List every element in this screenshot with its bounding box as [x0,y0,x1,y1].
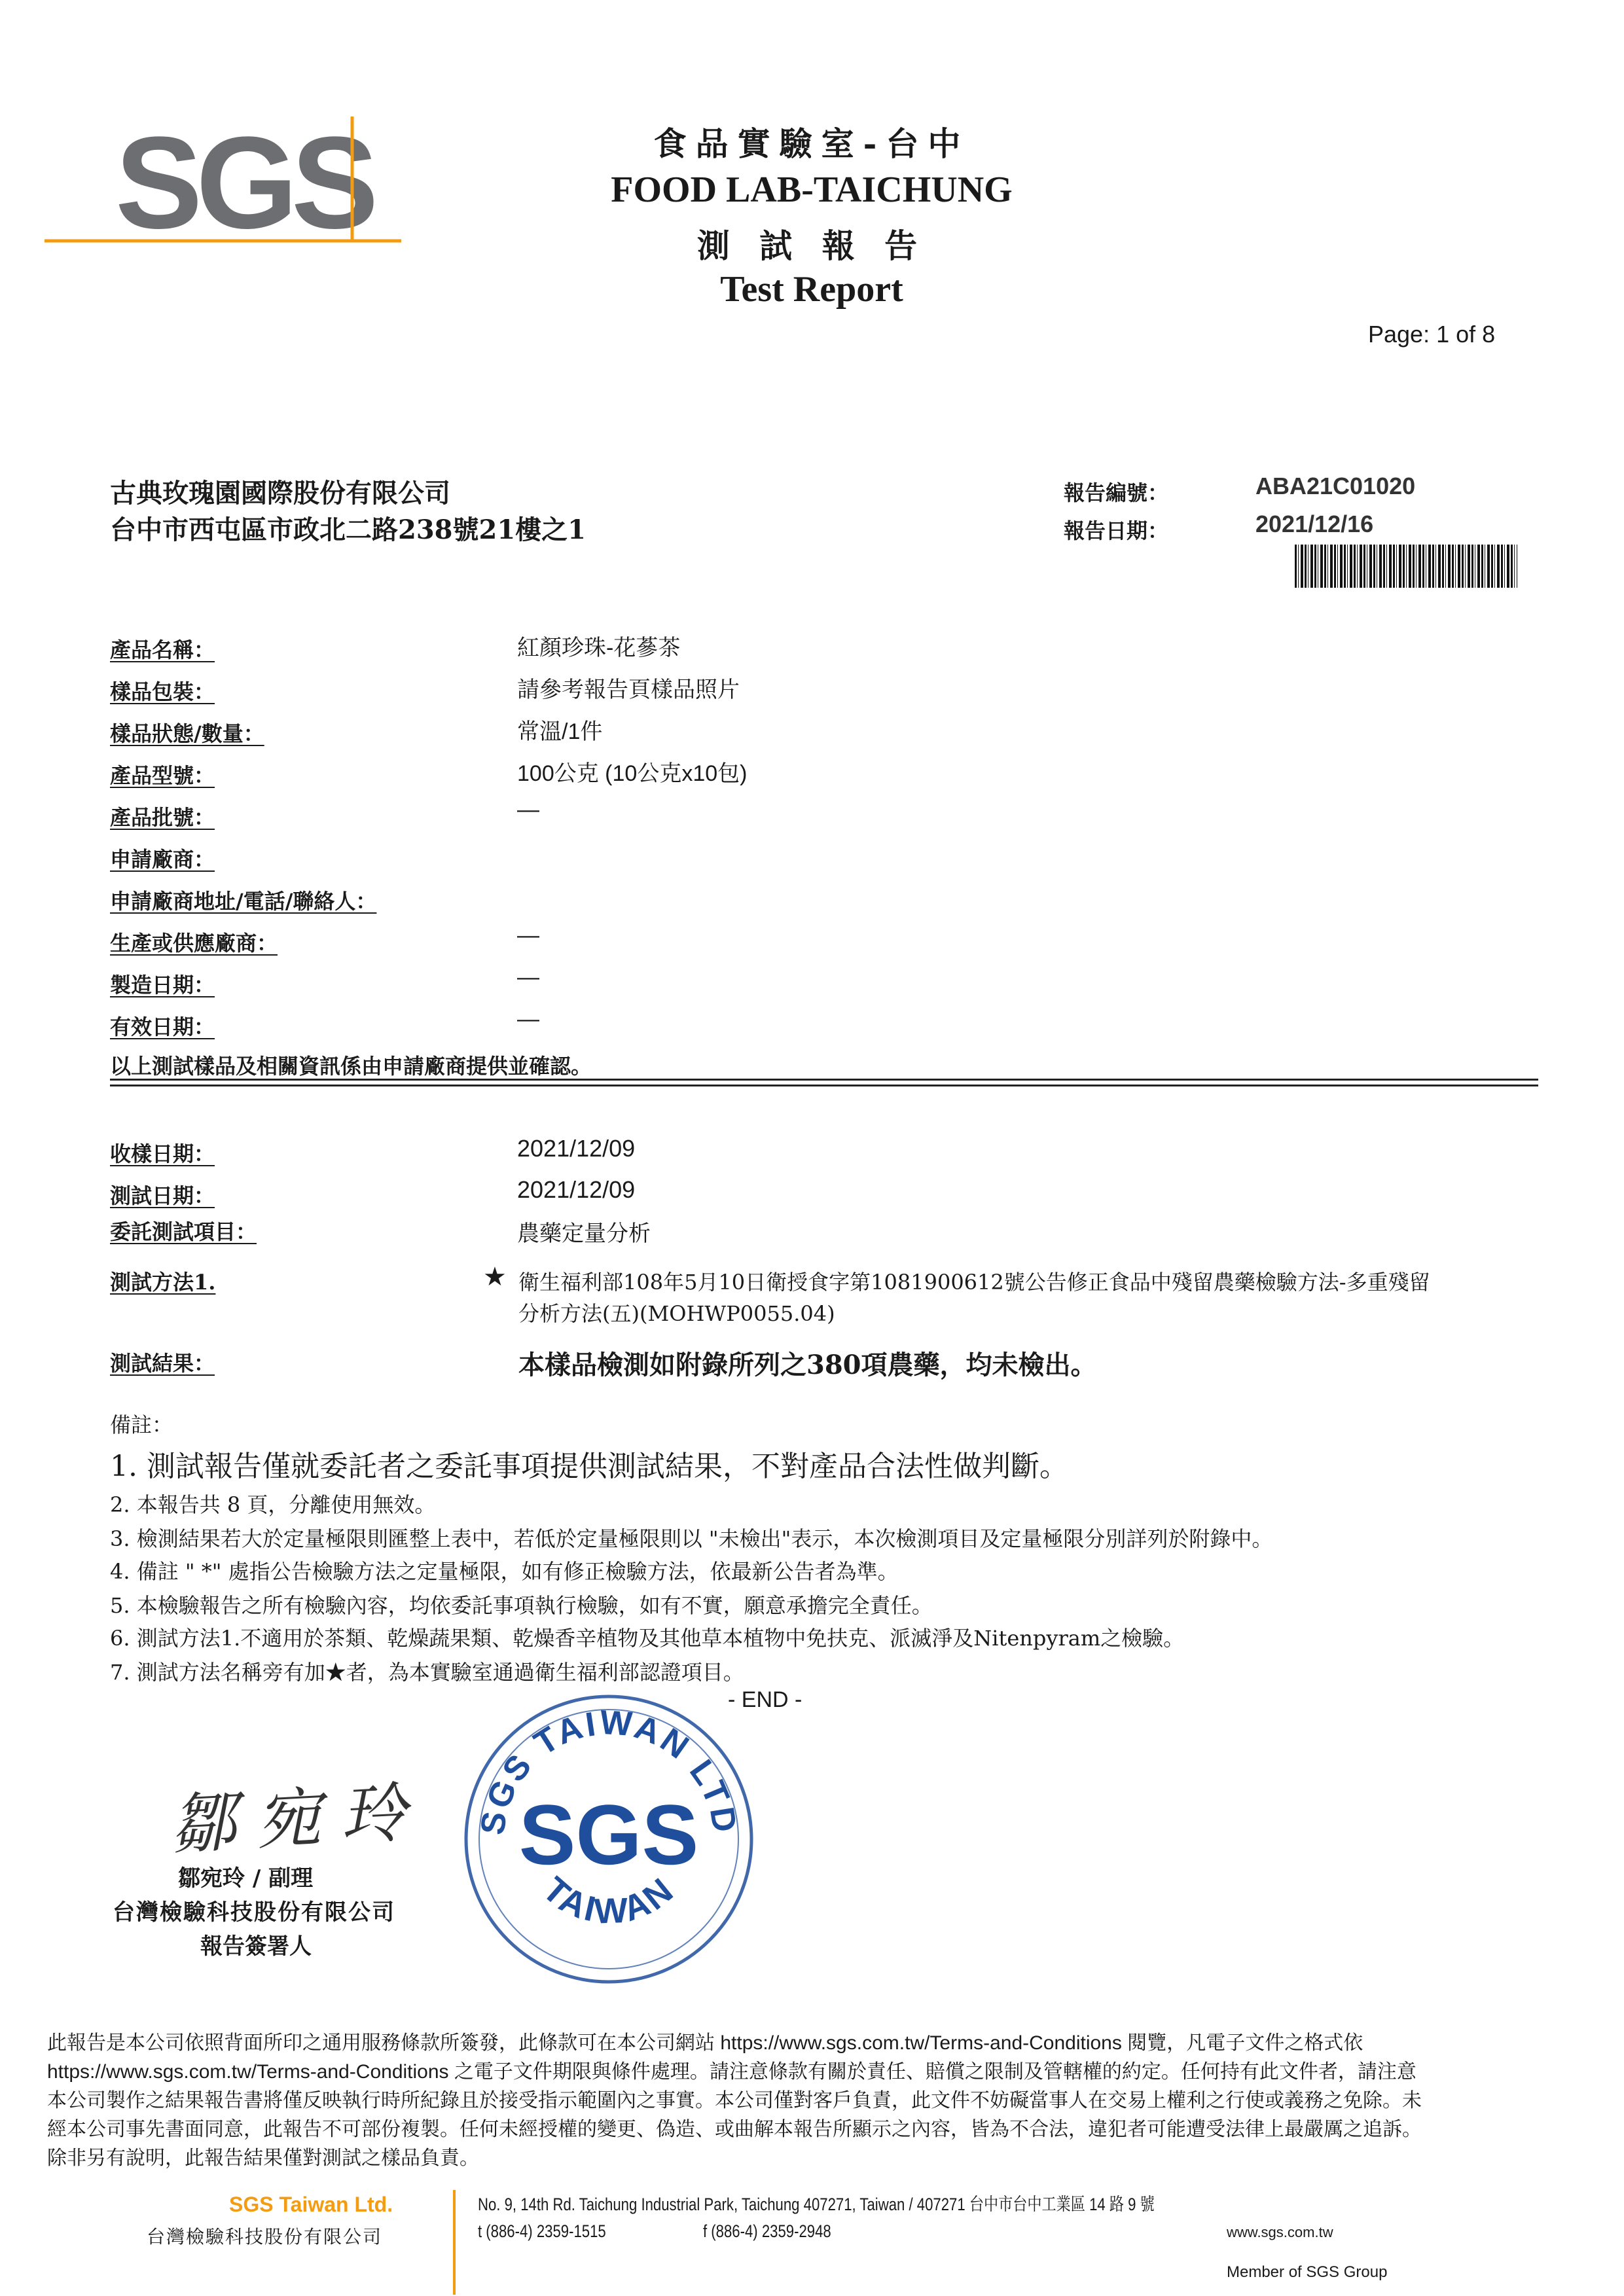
sample-field-label: 申請廠商地址/電話/聯絡人： [110,889,377,914]
remark-item-3: 3. 檢測結果若大於定量極限則匯整上表中，若低於定量極限則以 "未檢出"表示，本次檢測項目及定量極限分別詳列於附錄中。 [110,1526,1273,1551]
test-method-label: 測試方法1. [110,1270,216,1295]
test-method-line2: 分析方法(五)(MOHWP0055.04) [518,1301,835,1326]
sample-field-label: 樣品狀態/數量： [110,721,264,746]
sgs-logo-graphic [45,117,411,247]
footer-company-en: SGS Taiwan Ltd. [229,2193,393,2216]
footer-fax: f (886-4) 2359-2948 [703,2221,831,2241]
signer-role: 報告簽署人 [200,1933,312,1960]
test-result: 本樣品檢測如附錄所列之380項農藥，均未檢出。 [518,1350,1097,1380]
page-number: Page: 1 of 8 [1368,321,1496,348]
sample-field-value: 100公克 (10公克x10包) [517,761,748,786]
sgs-seal [458,1689,759,1990]
end-marker: - END - [728,1687,803,1712]
svg-text:SGS: SGS [115,117,372,247]
footer-vertical-rule [453,2190,456,2295]
received-date: 2021/12/09 [517,1135,636,1162]
signer-company: 台灣檢驗科技股份有限公司 [113,1899,395,1926]
sample-field-label: 生產或供應廠商： [110,931,278,956]
report-date-label: 報告日期： [1064,518,1169,543]
sample-field-value: — [517,797,539,822]
footer-website[interactable]: www.sgs.com.tw [1227,2224,1333,2240]
report-number-label: 報告編號： [1064,480,1169,505]
report-number: ABA21C01020 [1255,473,1416,499]
seal-bottom-text: TAIWAN [535,1869,683,1931]
test-date: 2021/12/09 [517,1176,636,1203]
signer-name-title: 鄒宛玲 / 副理 [178,1865,314,1892]
test-method-line1: 衛生福利部108年5月10日衛授食字第1081900612號公告修正食品中殘留農藥檢驗方法-多重殘留 [518,1270,1430,1295]
sample-field-label: 產品型號： [110,763,215,788]
sgs-logo [45,117,411,247]
test-result-label: 測試結果： [110,1351,215,1376]
test-item: 農藥定量分析 [517,1221,651,1247]
header-cn-title: 食品實驗室-台中 [653,124,970,163]
remark-item-4: 4. 備註 " *" 處指公告檢驗方法之定量極限，如有修正檢驗方法，依最新公告者為準。 [110,1559,899,1584]
remark-item-2: 2. 本報告共 8 頁，分離使用無效。 [110,1492,436,1517]
disclaimer-line-3: 本公司製作之結果報告書將僅反映執行時所紀錄且於接受指示範圍內之事實。本公司僅對客戶負責，此文件不妨礙當事人在交易上權利之行使或義務之免除。未 [47,2090,1422,2111]
sample-field-value: 請參考報告頁樣品照片 [517,677,740,702]
remark-item-7: 7. 測試方法名稱旁有加★者，為本實驗室通過衛生福利部認證項目。 [110,1660,744,1685]
footer-address: No. 9, 14th Rd. Taichung Industrial Park, Taichung 407271, Taiwan / 407271 台中市台中工業區 14 路 9 號 [478,2195,1155,2214]
handwritten-signature: 鄒宛玲 [168,1773,428,1864]
barcode [1295,545,1517,588]
report-date: 2021/12/16 [1255,511,1374,537]
footer-company-cn: 台灣檢驗科技股份有限公司 [147,2226,383,2248]
sample-field-value: 紅顏珍珠-花蔘茶 [517,636,681,660]
sample-field-value: 常溫/1件 [517,719,603,744]
sample-field-label: 產品名稱： [110,637,215,662]
remarks-title: 備註： [110,1412,173,1437]
divider-top [110,1079,1538,1081]
disclaimer-line-5: 除非另有說明，此報告結果僅對測試之樣品負責。 [47,2147,479,2169]
test-item-label: 委託測試項目： [110,1219,257,1244]
client-name: 古典玫瑰園國際股份有限公司 [110,478,450,509]
sample-field-label: 製造日期： [110,973,215,997]
footer-member: Member of SGS Group [1227,2263,1388,2281]
seal-center-text: SGS [518,1787,699,1882]
sample-field-value: — [517,1007,539,1031]
sample-field-value: — [517,923,539,948]
remark-item-6: 6. 測試方法1.不適用於茶類、乾燥蔬果類、乾燥香辛植物及其他草本植物中免扶克、派滅淨及Nitenpyram之檢驗。 [110,1626,1185,1651]
divider-bottom [110,1085,1538,1086]
sample-field-value: — [517,965,539,990]
confirm-note: 以上測試樣品及相關資訊係由申請廠商提供並確認。 [110,1054,592,1079]
sample-field-label: 樣品包裝： [110,679,215,704]
footer-phone: t (886-4) 2359-1515 [478,2221,606,2241]
sample-field-label: 產品批號： [110,805,215,830]
disclaimer-line-1: 此報告是本公司依照背面所印之通用服務條款所簽發，此條款可在本公司網站 https://www.sgs.com.tw/Terms-and-Conditions 閱覽，凡電子文件之格式依 [47,2032,1363,2054]
header-cn-report: 測 試 報 告 [696,226,927,265]
header-en-title: FOOD LAB-TAICHUNG [611,170,1013,210]
remark-item-1: 1. 測試報告僅就委託者之委託事項提供測試結果，不對產品合法性做判斷。 [110,1450,1068,1483]
sample-field-label: 有效日期： [110,1014,215,1039]
test-date-label: 測試日期： [110,1183,215,1208]
client-address: 台中市西屯區市政北二路238號21樓之1 [110,514,586,545]
sample-field-label: 申請廠商： [110,847,215,872]
header-en-report: Test Report [720,269,903,310]
received-date-label: 收樣日期： [110,1141,215,1166]
star-icon: ★ [483,1263,507,1291]
seal-top-text: SGS TAIWAN LTD [473,1703,744,1838]
disclaimer-line-4: 經本公司事先書面同意，此報告不可部份複製。任何未經授權的變更、偽造、或曲解本報告所顯示之內容，皆為不合法，違犯者可能遭受法律上最嚴厲之追訴。 [47,2119,1422,2140]
disclaimer-line-2: https://www.sgs.com.tw/Terms-and-Conditions 之電子文件期限與條件處理。請注意條款有關於責任、賠償之限制及管轄權的約定。任何持有此文件者，請注意 [47,2061,1416,2083]
seal-graphic [458,1689,759,1990]
remark-item-5: 5. 本檢驗報告之所有檢驗內容，均依委託事項執行檢驗，如有不實，願意承擔完全責任。 [110,1593,933,1618]
